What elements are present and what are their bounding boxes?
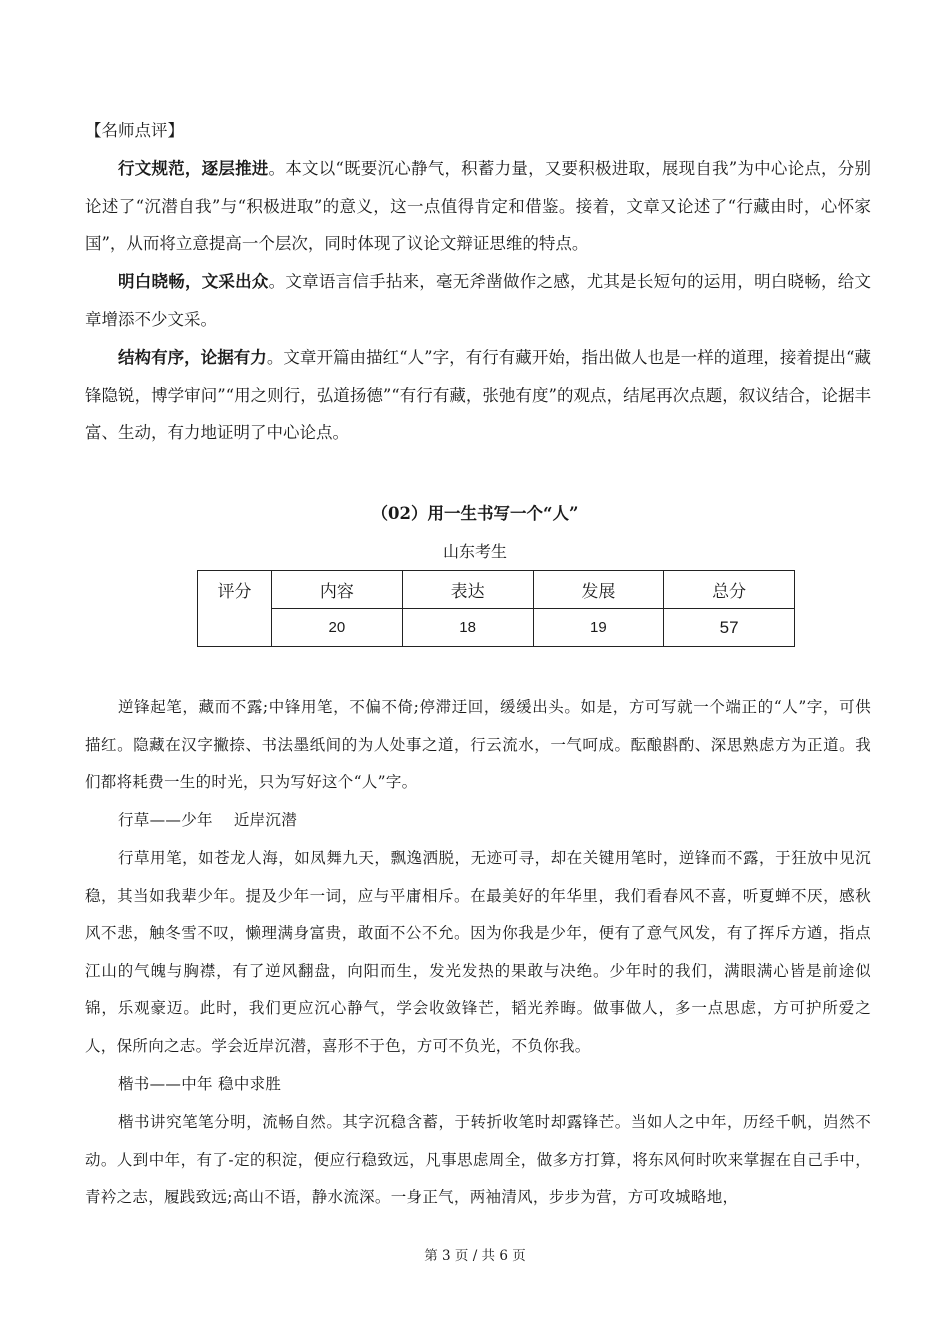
review-point-3: 结构有序，论据有力: [118, 348, 267, 367]
page-footer: 第 3 页 / 共 6 页: [424, 1248, 526, 1264]
review-paragraph-2: [85, 263, 871, 338]
review-heading: 【名师点评】: [85, 121, 184, 140]
essay-author: 山东考生: [442, 542, 507, 561]
review-text-3: 。文章开篇由描红“人”字，有行有藏开始，指出做人也是一样的道理，接着提出“藏锋隐锐，博学审问”“用之则行，弘道扬德”“有行有藏，张弛有度”的观点，结尾再次点题，叙议结合，论据丰富、生动，有力地证明了中心论点。: [85, 348, 872, 442]
essay-paragraph-3: 楷书讲究笔笔分明，流畅自然。其字沉稳含蓄，于转折收笔时却露锋芒。当如人之中年，历经千帆，岿然不动。人到中年，有了-定的积淀，便应行稳致远，凡事思虑周全，做多方打算，将东风何时吹来掌握在自己手中，青衿之志，履践致远;高山不语，静水流深。一身正气，两袖清风，步步为营，方可攻城略地，: [85, 1113, 871, 1206]
score-value-content: 20: [272, 609, 403, 647]
score-value-row: [198, 609, 795, 647]
essay-subheading-2: 楷书——中年 稳中求胜: [118, 1075, 282, 1093]
score-header-row: [198, 571, 795, 609]
score-value-expression: 18: [402, 609, 533, 647]
essay-title: （02）用一生书写一个“人”: [371, 504, 579, 523]
score-header-development: 发展: [533, 571, 664, 609]
score-header-expression: 表达: [402, 571, 533, 609]
score-header-total: 总分: [664, 571, 795, 609]
score-table: [197, 570, 795, 647]
essay-subheading-1: 行草——少年 近岸沉潜: [118, 811, 298, 829]
score-value-total: 57: [664, 609, 795, 647]
score-header-content: 内容: [272, 571, 403, 609]
review-text-2: 。文章语言信手拈来，毫无斧凿做作之感，尤其是长短句的运用，明白晓畅，给文章增添不少文采。: [85, 272, 872, 329]
score-label: 评分: [198, 571, 272, 647]
review-point-1: 行文规范，逐层推进: [118, 159, 269, 178]
review-paragraph-3: [85, 339, 871, 452]
essay-paragraph-2: 行草用笔，如苍龙人海，如凤舞九天，飘逸洒脱，无迹可寻，却在关键用笔时，逆锋而不露，于狂放中见沉稳，其当如我辈少年。提及少年一词，应与平庸相斥。在最美好的年华里，我们看春风不喜，听夏蝉不厌，感秋风不悲，触冬雪不叹，懒理满身富贵，敢面不公不允。因为你我是少年，便有了意气风发，有了挥斥方遒，指点江山的气魄与胸襟，有了逆风翻盘，向阳而生，发光发热的果敢与决绝。少年时的我们，满眼满心皆是前途似锦，乐观豪迈。此时，我们更应沉心静气，学会收敛锋芒，韬光养晦。做事做人，多一点思虑，方可护所爱之人，保所向之志。学会近岸沉潜，喜形不于色，方可不负光，不负你我。: [85, 849, 871, 1055]
essay-paragraph-1: 逆锋起笔，藏而不露;中锋用笔，不偏不倚;停滞迂回，缓缓出头。如是，方可写就一个端正的“人”字，可供描红。隐藏在汉字撇捺、书法墨纸间的为人处事之道，行云流水，一气呵成。酝酿斟酌、深思熟虑方为正道。我们都将耗费一生的时光，只为写好这个“人”字。: [85, 698, 871, 791]
review-paragraph-1: [85, 150, 871, 263]
review-point-2: 明白晓畅，文采出众: [118, 272, 269, 291]
review-text-1: 。本文以“既要沉心静气，积蓄力量，又要积极进取，展现自我”为中心论点，分别论述了“沉潜自我”与“积极进取”的意义，这一点值得肯定和借鉴。接着，文章又论述了“行藏由时，心怀家国”，从而将立意提高一个层次，同时体现了议论文辩证思维的特点。: [85, 159, 872, 253]
score-value-development: 19: [533, 609, 664, 647]
